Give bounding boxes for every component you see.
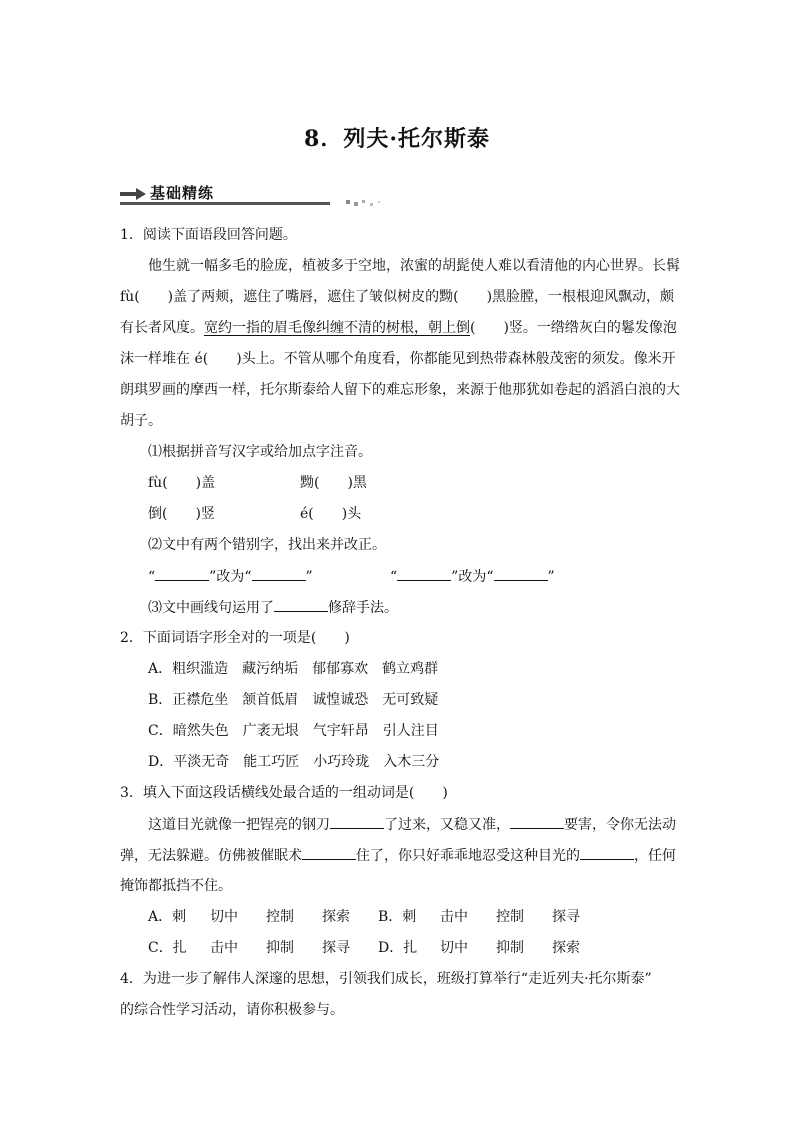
q1-paragraph-line: 胡子。 [120, 413, 162, 429]
answer-blank[interactable] [494, 566, 548, 581]
answer-blank[interactable] [510, 814, 564, 829]
arrow-icon [120, 188, 146, 200]
section-banner [120, 182, 268, 206]
option-word: 抑制 [496, 940, 524, 956]
q2-stem: 2．下面词语字形全对的一项是( ) [120, 630, 350, 646]
answer-blank[interactable] [580, 845, 634, 860]
q3-option-a[interactable] [148, 907, 378, 927]
q1-paragraph-line: 沫一样堆在 é( )头上。不管从哪个角度看，你都能见到热带森林般茂密的须发。像米开 [120, 351, 676, 367]
answer-blank[interactable] [330, 814, 384, 829]
q1-correction-line [148, 566, 313, 587]
quote-mark: “ [148, 569, 156, 585]
q3-text: 要害，令你无法动 [564, 817, 676, 833]
q3-option-d[interactable] [378, 938, 608, 958]
answer-blank[interactable] [252, 566, 306, 581]
option-word: 切中 [440, 940, 468, 956]
option-word: 控制 [266, 909, 294, 925]
answer-blank[interactable] [155, 566, 209, 581]
q1-stem: 1．阅读下面语段回答问题。 [120, 227, 297, 243]
option-word: C．扎 [148, 940, 187, 956]
q3-passage-line [148, 814, 676, 835]
option-word: 抑制 [266, 940, 294, 956]
q1-paragraph-line: 他生就一幅多毛的脸庞，植被多于空地，浓蜜的胡髭使人难以看清他的内心世界。长髯 [148, 258, 680, 274]
q1-fill-item: fù( )盖 [148, 475, 216, 491]
change-to-label: ”改为“ [451, 569, 494, 585]
q3-option-b[interactable] [378, 907, 608, 927]
option-word: 探寻 [552, 909, 580, 925]
dots-decoration-icon [346, 198, 386, 208]
q1-correction-line [390, 566, 555, 587]
section-underline [120, 202, 330, 205]
option-word: D．扎 [378, 940, 418, 956]
q2-option-a[interactable]: A．粗织滥造 藏污纳垢 郁郁寡欢 鹤立鸡群 [148, 661, 439, 677]
q1-paragraph-line: fù( )盖了两颊，遮住了嘴唇，遮住了皱似树皮的黝( )黑脸膛，一根根迎风飘动，颇 [120, 289, 675, 305]
answer-blank[interactable] [274, 597, 328, 612]
option-word: 控制 [496, 909, 524, 925]
q3-text: 住了，你只好乖乖地忍受这种目光的 [356, 848, 580, 864]
quote-mark: ” [305, 569, 313, 585]
section-title: 基础精练 [150, 184, 215, 202]
q3-passage-line [120, 845, 676, 866]
q1-text: 有长者风度。 [120, 320, 204, 336]
q1-fill-item: 倒( )竖 [148, 506, 215, 522]
option-word: B．刺 [378, 909, 417, 925]
q3-passage-line: 掩饰都抵挡不住。 [120, 878, 232, 894]
q1-fill-item: é( )头 [300, 506, 362, 522]
option-word: 切中 [210, 909, 238, 925]
q1-text: ⑶文中画线句运用了 [148, 600, 274, 616]
q1-underlined-sentence: 宽约一指的眉毛像纠缠不清的树根，朝上倒 [204, 320, 470, 336]
page-title: 8．列夫·托尔斯泰 [304, 126, 490, 152]
answer-blank[interactable] [397, 566, 451, 581]
q1-text: 修辞手法。 [328, 600, 398, 616]
q2-option-b[interactable]: B．正襟危坐 颔首低眉 诚惶诚恐 无可致疑 [148, 692, 439, 708]
q4-stem: 4．为进一步了解伟人深邃的思想，引领我们成长，班级打算举行“走近列夫·托尔斯泰” [120, 971, 652, 987]
q1-text: ( )竖。一绺绺灰白的鬈发像泡 [470, 320, 677, 336]
q3-option-c[interactable] [148, 938, 378, 958]
q3-stem: 3．填入下面这段话横线处最合适的一组动词是( ) [120, 785, 448, 801]
quote-mark: ” [547, 569, 555, 585]
q2-option-d[interactable]: D．平淡无奇 能工巧匠 小巧玲珑 入木三分 [148, 754, 440, 770]
q1-subquestion-3 [148, 597, 398, 618]
q4-stem-continued: 的综合性学习活动，请你积极参与。 [120, 1002, 344, 1018]
option-word: 击中 [440, 909, 468, 925]
answer-blank[interactable] [302, 845, 356, 860]
q3-text: 这道目光就像一把锃亮的钢刀 [148, 817, 330, 833]
q1-fill-item: 黝( )黑 [300, 475, 367, 491]
option-word: 探索 [322, 909, 350, 925]
quote-mark: “ [390, 569, 398, 585]
q2-option-c[interactable]: C．暗然失色 广袤无垠 气宇轩昂 引人注目 [148, 723, 439, 739]
option-word: 探寻 [322, 940, 350, 956]
q1-paragraph-line: 朗琪罗画的摩西一样，托尔斯泰给人留下的难忘形象，来源于他那犹如卷起的滔滔白浪的大 [120, 382, 680, 398]
q1-paragraph-line [120, 318, 677, 338]
q3-text: 弹，无法躲避。仿佛被催眠术 [120, 848, 302, 864]
option-word: 探索 [552, 940, 580, 956]
q3-text: ，任何 [634, 848, 676, 864]
option-word: 击中 [210, 940, 238, 956]
q3-text: 了过来，又稳又准， [384, 817, 510, 833]
q1-subquestion-2: ⑵文中有两个错别字，找出来并改正。 [148, 537, 386, 553]
q1-subquestion-1: ⑴根据拼音写汉字或给加点字注音。 [148, 444, 372, 460]
change-to-label: ”改为“ [209, 569, 252, 585]
option-word: A．刺 [148, 909, 187, 925]
